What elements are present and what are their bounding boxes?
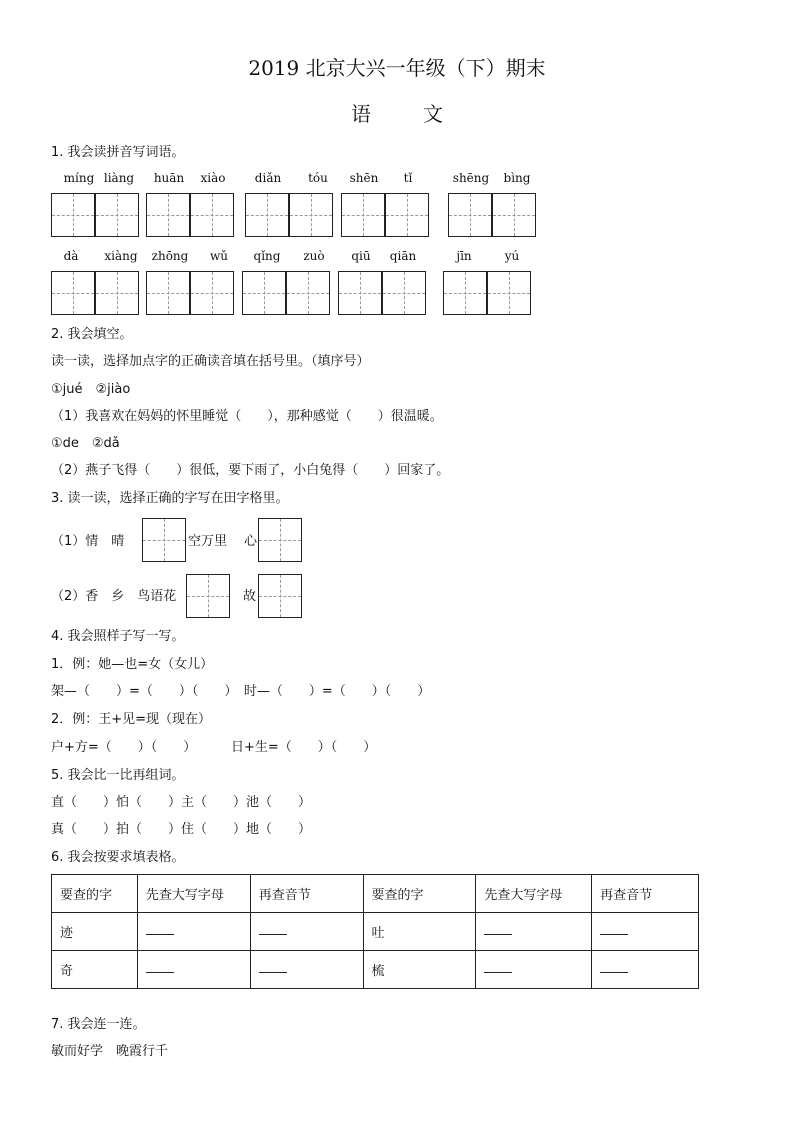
q3-heading: 3. 读一读，选择正确的字写在田字格里。: [51, 491, 289, 506]
pinyin: liàng: [103, 171, 135, 185]
tianzige-cell[interactable]: [190, 193, 234, 237]
tianzige-cell[interactable]: [487, 271, 531, 315]
tianzige-cell[interactable]: [146, 193, 190, 237]
q2-options-2: ①de ②dǎ: [51, 436, 120, 451]
lookup-table: [51, 874, 699, 989]
q7-heading: 7. 我会连一连。: [51, 1017, 146, 1032]
answer-blank-cell[interactable]: [137, 951, 250, 989]
q4-heading: 4. 我会照样子写一写。: [51, 629, 185, 644]
answer-blank[interactable]: [259, 924, 287, 935]
tianzige-cell[interactable]: [443, 271, 487, 315]
answer-blank[interactable]: [146, 962, 174, 973]
tianzige-cell[interactable]: [338, 271, 382, 315]
q4-line-2b: 日+生=（ ）（ ）: [231, 740, 377, 755]
pinyin: zhōng: [151, 249, 189, 263]
q7-line-1: 敏而好学 晚霞行千: [51, 1044, 169, 1059]
pinyin: míng: [63, 171, 95, 185]
tianzige-cell[interactable]: [258, 574, 302, 618]
table-cell: 梳: [363, 951, 476, 989]
q2-options-1: ①jué ②jiào: [51, 382, 131, 397]
table-header: 先查大写字母: [476, 875, 592, 913]
tianzige-cell[interactable]: [448, 193, 492, 237]
pinyin: qiū: [351, 249, 371, 263]
q2-instruction: 读一读，选择加点字的正确读音填在括号里。（填序号）: [51, 354, 370, 369]
q1-heading: 1. 我会读拼音写词语。: [51, 145, 185, 160]
page-title: 2019 北京大兴一年级（下）期末: [248, 56, 546, 80]
q2-heading: 2. 我会填空。: [51, 327, 133, 342]
tianzige-cell[interactable]: [95, 271, 139, 315]
tianzige-cell[interactable]: [146, 271, 190, 315]
table-cell: 奇: [52, 951, 138, 989]
pinyin: xiào: [200, 171, 226, 185]
pinyin: bìng: [503, 171, 531, 185]
tianzige-cell[interactable]: [51, 193, 95, 237]
tianzige-cell[interactable]: [142, 518, 186, 562]
answer-blank-cell[interactable]: [592, 951, 699, 989]
pinyin: tǐ: [403, 171, 413, 185]
table-header-row: [52, 875, 699, 913]
q3-line1-text2: 心: [244, 534, 258, 549]
answer-blank[interactable]: [146, 924, 174, 935]
q5-heading: 5. 我会比一比再组词。: [51, 768, 185, 783]
pinyin: diǎn: [254, 171, 282, 185]
q4-line-1: 架—（ ）=（ ）（ ） 时—（ ）=（ ）（ ）: [51, 684, 431, 699]
tianzige-cell[interactable]: [286, 271, 330, 315]
table-header: 再查音节: [592, 875, 699, 913]
answer-blank[interactable]: [600, 962, 628, 973]
tianzige-cell[interactable]: [341, 193, 385, 237]
q3-line1-text: 空万里: [188, 534, 228, 549]
table-header: 再查音节: [250, 875, 363, 913]
q4-line-2a: 户+方=（ ）（ ）: [51, 740, 197, 755]
table-row: [52, 951, 699, 989]
pinyin: xiàng: [104, 249, 138, 263]
pinyin: jīn: [456, 249, 472, 263]
table-cell: 迹: [52, 913, 138, 951]
pinyin: dà: [63, 249, 79, 263]
pinyin: tóu: [308, 171, 328, 185]
subject-title: 语文: [351, 102, 495, 126]
tianzige-cell[interactable]: [385, 193, 429, 237]
q4-example-2: 2．例：王+见=现（现在）: [51, 712, 212, 727]
answer-blank[interactable]: [600, 924, 628, 935]
answer-blank-cell[interactable]: [137, 913, 250, 951]
answer-blank-cell[interactable]: [250, 951, 363, 989]
tianzige-cell[interactable]: [245, 193, 289, 237]
table-header: 要查的字: [52, 875, 138, 913]
q2-sentence-2: （2）燕子飞得（ ）很低，要下雨了，小白兔得（ ）回家了。: [51, 463, 450, 478]
q2-sentence-1: （1）我喜欢在妈妈的怀里睡觉（ ），那种感觉（ ）很温暖。: [51, 409, 443, 424]
pinyin: qǐng: [253, 249, 281, 263]
pinyin: huān: [153, 171, 185, 185]
table-row: [52, 913, 699, 951]
table-header: 先查大写字母: [137, 875, 250, 913]
table-cell: 吐: [363, 913, 476, 951]
tianzige-cell[interactable]: [242, 271, 286, 315]
tianzige-cell[interactable]: [258, 518, 302, 562]
answer-blank[interactable]: [484, 962, 512, 973]
pinyin: shēn: [349, 171, 379, 185]
tianzige-cell[interactable]: [190, 271, 234, 315]
q5-line-2: 真（ ）拍（ ）住（ ）地（ ）: [51, 822, 312, 837]
answer-blank[interactable]: [484, 924, 512, 935]
pinyin: zuò: [303, 249, 325, 263]
pinyin: wǔ: [210, 249, 228, 263]
pinyin: qiān: [389, 249, 417, 263]
answer-blank-cell[interactable]: [476, 951, 592, 989]
pinyin: yú: [504, 249, 520, 263]
q3-line1-chars: （1）情 晴: [51, 534, 125, 549]
tianzige-cell[interactable]: [492, 193, 536, 237]
q3-line2-chars: （2）香 乡 鸟语花: [51, 589, 177, 604]
tianzige-cell[interactable]: [289, 193, 333, 237]
pinyin: shēng: [452, 171, 490, 185]
answer-blank-cell[interactable]: [476, 913, 592, 951]
tianzige-cell[interactable]: [186, 574, 230, 618]
q4-example-1: 1．例：她—也=女（女儿）: [51, 657, 214, 672]
tianzige-cell[interactable]: [51, 271, 95, 315]
tianzige-cell[interactable]: [95, 193, 139, 237]
answer-blank-cell[interactable]: [250, 913, 363, 951]
answer-blank-cell[interactable]: [592, 913, 699, 951]
table-header: 要查的字: [363, 875, 476, 913]
tianzige-cell[interactable]: [382, 271, 426, 315]
q3-line2-text: 故: [243, 589, 257, 604]
answer-blank[interactable]: [259, 962, 287, 973]
q6-heading: 6. 我会按要求填表格。: [51, 850, 185, 865]
q5-line-1: 直（ ）怕（ ）主（ ）池（ ）: [51, 795, 312, 810]
